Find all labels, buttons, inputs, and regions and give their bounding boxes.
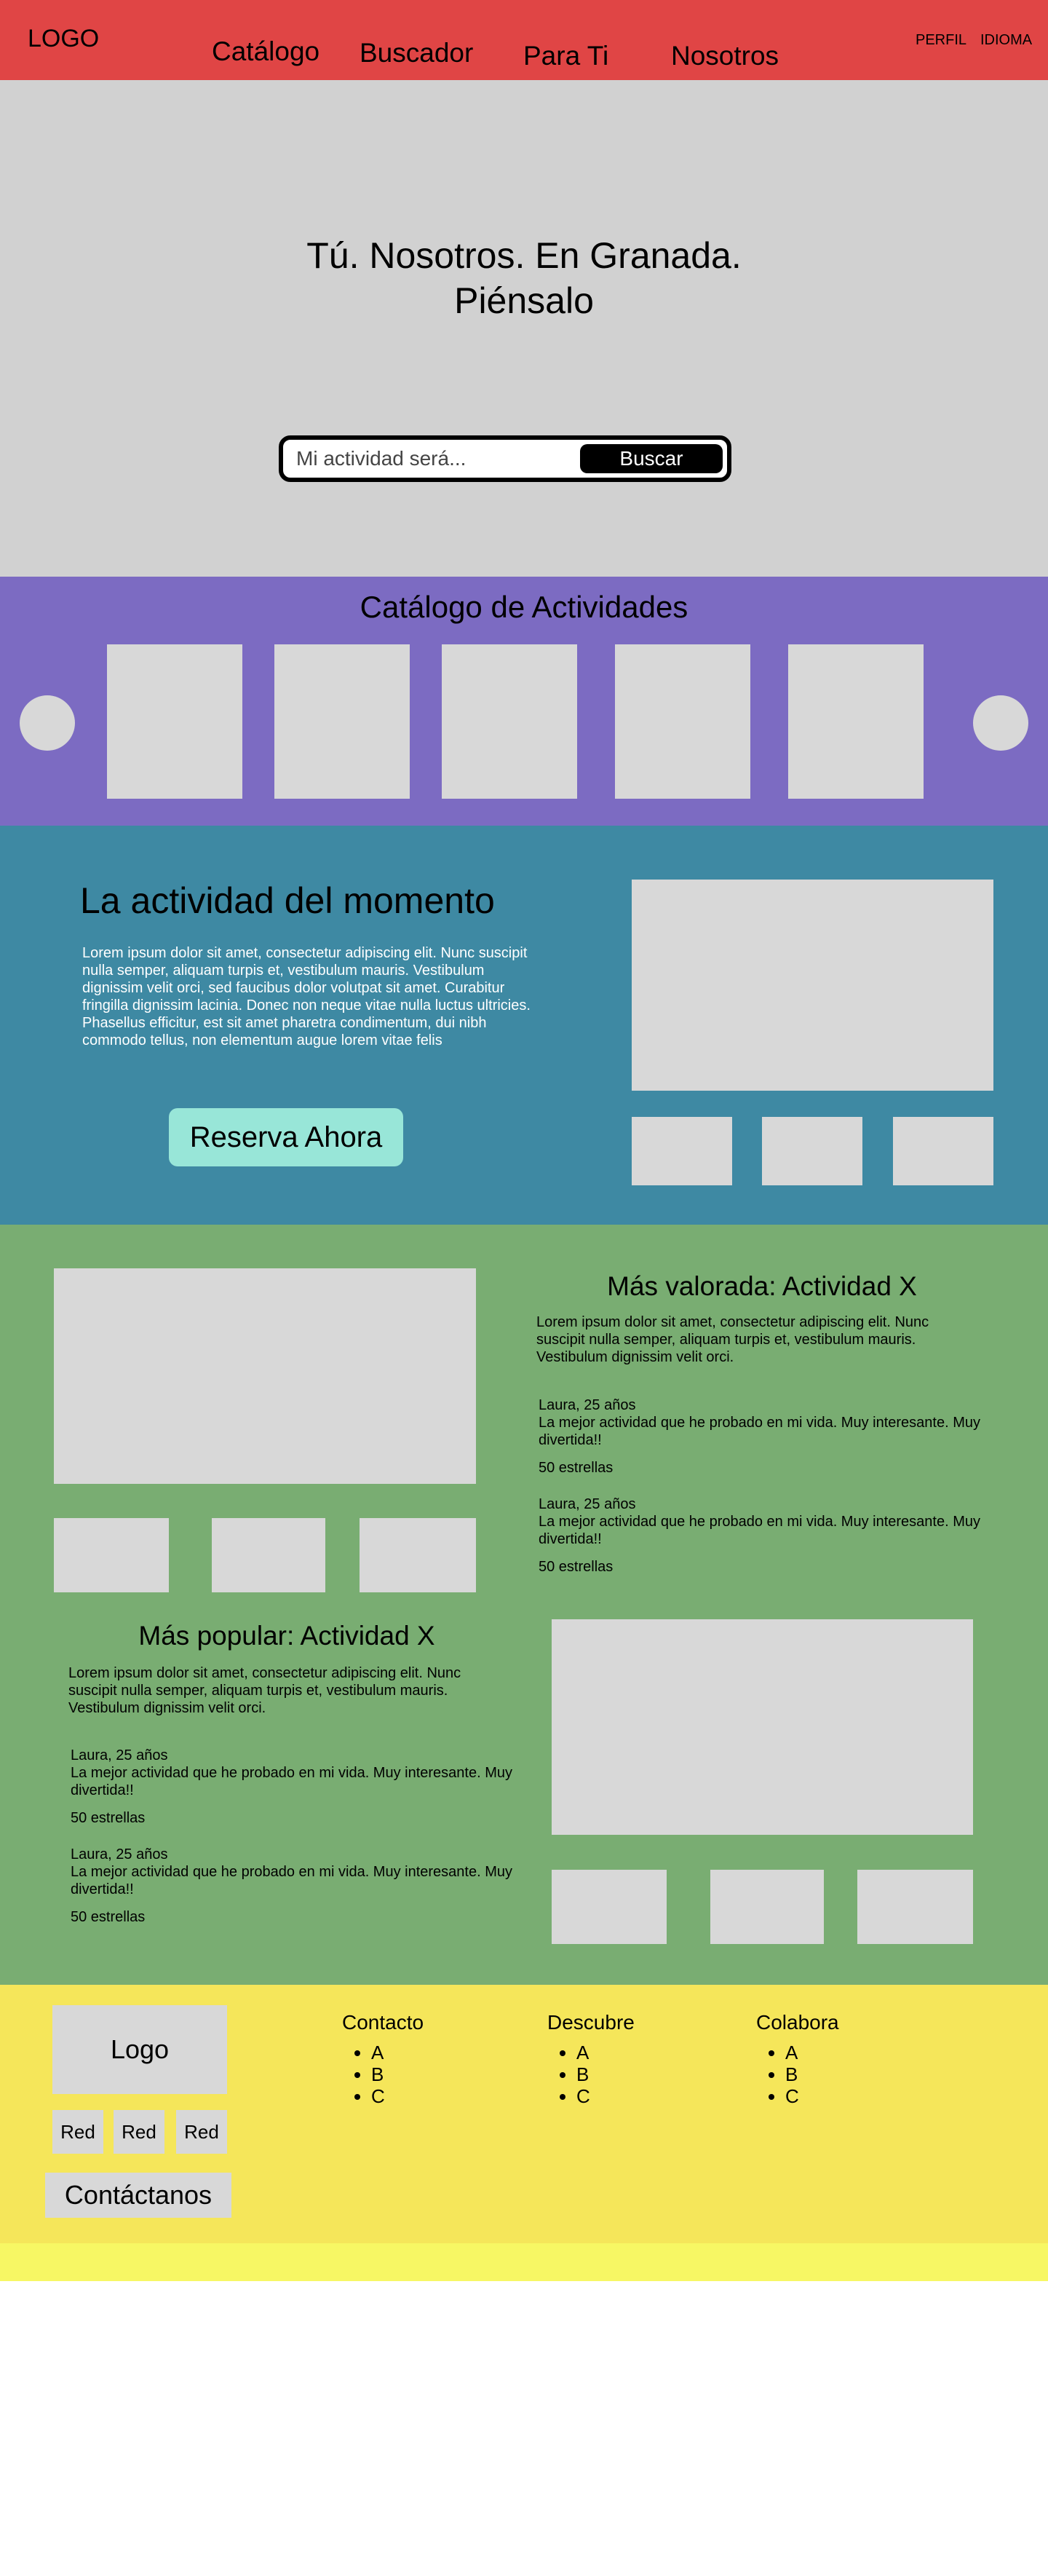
catalog-title: Catálogo de Actividades [360, 590, 688, 624]
review-text: La mejor actividad que he probado en mi vida. Muy interesante. Muy divertida!! [71, 1864, 513, 1897]
language-link[interactable]: IDIOMA [980, 32, 1033, 48]
most-popular-description: Lorem ipsum dolor sit amet, consectetur adipiscing elit. Nunc suscipit nulla semper, aliquam turpis et, vestibulum mauris. Vestibulum dignissim velit orci. [68, 1665, 461, 1716]
top-rated-thumbnail-3[interactable] [360, 1518, 476, 1592]
catalog-card-4[interactable] [615, 644, 750, 799]
footer-link[interactable]: • B [785, 2063, 839, 2085]
search-bar [279, 435, 731, 482]
top-rated-thumbnail-1[interactable] [54, 1518, 169, 1592]
top-rated-main-image [54, 1268, 476, 1484]
activities-highlights-section [0, 1225, 1048, 1985]
footer-link[interactable]: • A [371, 2042, 424, 2063]
footer-link[interactable]: • A [576, 2042, 635, 2063]
top-rated-description: Lorem ipsum dolor sit amet, consectetur adipiscing elit. Nunc suscipit nulla semper, aliquam turpis et, vestibulum mauris. Vestibulum dignissim velit orci. [536, 1314, 929, 1365]
review-rating: 50 estrellas [71, 1810, 146, 1826]
nav-para-ti[interactable]: Para Ti [523, 41, 609, 71]
footer-link[interactable]: • B [371, 2063, 424, 2085]
review-card [71, 1846, 536, 1926]
review-rating: 50 estrellas [539, 1460, 614, 1476]
nav-catalogo[interactable]: Catálogo [212, 36, 320, 66]
review-rating: 50 estrellas [539, 1559, 614, 1575]
review-rating: 50 estrellas [71, 1909, 146, 1925]
footer-link[interactable]: • B [576, 2063, 635, 2085]
featured-activity-section [0, 826, 1048, 1225]
carousel-prev-button[interactable] [20, 695, 75, 751]
review-text: La mejor actividad que he probado en mi vida. Muy interesante. Muy divertida!! [71, 1765, 513, 1798]
reserve-now-button[interactable]: Reserva Ahora [169, 1108, 403, 1166]
featured-thumbnail-2[interactable] [762, 1117, 862, 1185]
top-rated-title: Más valorada: Actividad X [607, 1271, 917, 1301]
hero-title-line-1: Tú. Nosotros. En Granada. [306, 235, 742, 276]
footer-link[interactable]: • A [785, 2042, 839, 2063]
nav-nosotros[interactable]: Nosotros [671, 41, 779, 71]
top-navbar [0, 0, 1048, 80]
footer-column-title: Contacto [342, 2011, 424, 2034]
search-input[interactable] [296, 444, 565, 473]
footer-link[interactable]: • C [576, 2085, 635, 2107]
carousel-next-button[interactable] [973, 695, 1028, 751]
featured-thumbnail-1[interactable] [632, 1117, 732, 1185]
catalog-card-1[interactable] [107, 644, 242, 799]
hero-title-line-2: Piénsalo [454, 280, 594, 321]
contact-us-button[interactable]: Contáctanos [45, 2173, 231, 2218]
review-author: Laura, 25 años [71, 1846, 168, 1862]
hero-section [0, 80, 1048, 577]
nav-buscador[interactable]: Buscador [360, 38, 474, 68]
footer-link[interactable]: • C [785, 2085, 839, 2107]
featured-description: Lorem ipsum dolor sit amet, consectetur adipiscing elit. Nunc suscipit nulla semper, aliquam turpis et, vestibulum mauris. Vestibulum dignissim velit orci, sed faucibus dolor volutpat sit amet. Curabitur fringilla dignissim lacinia. Donec non neque vitae nulla luctus ultricies. Phasellus efficitur, est sit amet pharetra condimentum, dui nibh commodo tellus, non elementum augue lorem vitae felis [82, 945, 531, 1048]
catalog-card-3[interactable] [442, 644, 577, 799]
footer-column-title: Colabora [756, 2011, 839, 2034]
review-author: Laura, 25 años [71, 1747, 168, 1763]
footer-column-title: Descubre [547, 2011, 635, 2034]
featured-title: La actividad del momento [80, 880, 495, 921]
review-author: Laura, 25 años [539, 1496, 636, 1512]
social-link-1[interactable]: Red [52, 2110, 103, 2154]
footer-column-descubre [547, 2011, 635, 2107]
review-text: La mejor actividad que he probado en mi vida. Muy interesante. Muy divertida!! [539, 1415, 981, 1448]
top-rated-thumbnail-2[interactable] [212, 1518, 325, 1592]
social-link-2[interactable]: Red [114, 2110, 164, 2154]
featured-main-image [632, 880, 993, 1091]
footer-column-contacto [342, 2011, 424, 2107]
footer-link[interactable]: • C [371, 2085, 424, 2107]
review-card [71, 1747, 536, 1827]
catalog-card-5[interactable] [788, 644, 924, 799]
footer-logo[interactable]: Logo [52, 2005, 227, 2094]
review-text: La mejor actividad que he probado en mi vida. Muy interesante. Muy divertida!! [539, 1514, 981, 1547]
catalog-card-2[interactable] [274, 644, 410, 799]
review-card [539, 1396, 990, 1477]
most-popular-main-image [552, 1619, 973, 1835]
most-popular-thumbnail-3[interactable] [857, 1870, 973, 1944]
most-popular-title: Más popular: Actividad X [138, 1621, 435, 1651]
review-card [539, 1496, 990, 1576]
catalog-section [0, 577, 1048, 826]
most-popular-thumbnail-1[interactable] [552, 1870, 667, 1944]
featured-thumbnail-3[interactable] [893, 1117, 993, 1185]
profile-link[interactable]: PERFIL [916, 32, 967, 48]
footer [0, 1985, 1048, 2243]
site-logo[interactable]: LOGO [28, 25, 100, 52]
social-link-3[interactable]: Red [176, 2110, 227, 2154]
search-button[interactable]: Buscar [580, 444, 723, 473]
footer-bottom-strip [0, 2243, 1048, 2281]
review-author: Laura, 25 años [539, 1397, 636, 1413]
footer-column-colabora [756, 2011, 839, 2107]
most-popular-thumbnail-2[interactable] [710, 1870, 824, 1944]
